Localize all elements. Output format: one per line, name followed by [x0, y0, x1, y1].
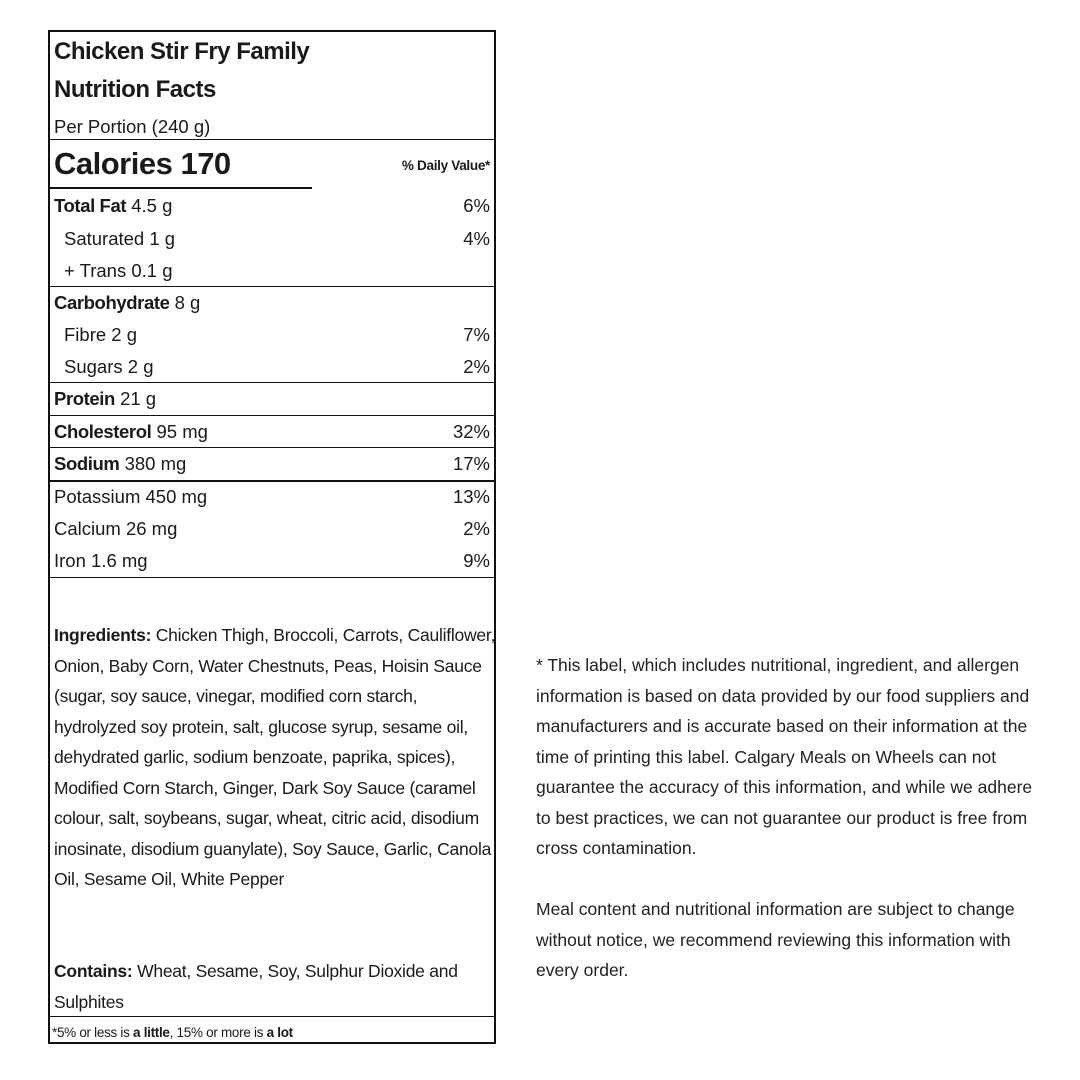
calories-rule	[50, 187, 312, 189]
contains-label: Contains:	[54, 961, 133, 981]
nutrient-dv: 17%	[452, 453, 490, 474]
nutrient-dv: 13%	[452, 486, 490, 507]
disclaimer	[536, 650, 1036, 986]
nutrient-amount: 26 mg	[125, 518, 178, 539]
nutrient-amount: 380 mg	[124, 453, 187, 474]
nutrient-name: Calcium	[54, 518, 121, 539]
divider	[50, 577, 494, 578]
nutrient-dv: 32%	[452, 421, 490, 442]
nutrient-row-fibre	[54, 324, 490, 346]
footnote-text: *5% or less is	[52, 1025, 134, 1040]
nutrient-name: Sugars	[64, 356, 123, 377]
nutrient-amount: 4.5 g	[131, 195, 173, 216]
nutrient-row-cholesterol	[54, 421, 490, 443]
nutrient-name: Saturated	[64, 228, 145, 249]
nutrient-dv: 6%	[463, 195, 490, 216]
nutrient-row-saturated	[54, 228, 490, 250]
daily-value-footnote	[52, 1025, 293, 1040]
nutrient-name: Fibre	[64, 324, 107, 345]
nutrient-name: Potassium	[54, 486, 141, 507]
nutrient-amount: 1 g	[149, 228, 176, 249]
portion-size: Per Portion (240 g)	[54, 116, 211, 137]
nutrient-name: Iron	[54, 550, 86, 571]
nutrient-dv: 2%	[463, 356, 490, 377]
ingredients-label: Ingredients:	[54, 625, 152, 645]
nutrient-amount: 95 mg	[156, 421, 208, 442]
disclaimer-paragraph: * This label, which includes nutritional, ingredient, and allergen information is based on data provided by our food suppliers and manufacturers and is accurate based on their information at the time of printing this label. Calgary Meals on Wheels can not guarantee the accuracy of this information, and while we adhere to best practices, we can not guarantee our product is free from cross contamination.	[536, 655, 1033, 858]
nutrient-name: Cholesterol	[54, 421, 152, 442]
nutrient-row-sugars	[54, 356, 490, 378]
divider	[50, 480, 494, 482]
nutrient-amount: 0.1 g	[131, 260, 173, 281]
nutrient-name: Protein	[54, 388, 115, 409]
nutrient-row-potassium	[54, 486, 490, 508]
daily-value-header: % Daily Value*	[401, 158, 490, 173]
product-title: Chicken Stir Fry Family	[54, 38, 310, 65]
divider	[50, 415, 494, 416]
divider	[50, 382, 494, 383]
nutrient-name: + Trans	[64, 260, 127, 281]
nutrient-row-sodium	[54, 453, 490, 475]
nutrient-name: Carbohydrate	[54, 292, 170, 313]
nutrient-name: Sodium	[54, 453, 120, 474]
footnote-text: , 15% or more is	[169, 1025, 267, 1040]
ingredients-text: Chicken Thigh, Broccoli, Carrots, Cauliflower, Onion, Baby Corn, Water Chestnuts, Peas, Hoisin Sauce (sugar, soy sauce, vinegar, modified corn starch, hydrolyzed soy protein, salt, glucose syrup, sesame oil, dehydrated garlic, sodium benzoate, paprika, spices), Modified Corn Starch, Ginger, Dark Soy Sauce (caramel colour, salt, soybeans, sugar, wheat, citric acid, disodium inosinate, disodium guanylate), Soy Sauce, Garlic, Canola Oil, Sesame Oil, White Pepper	[54, 625, 496, 889]
divider	[50, 447, 494, 448]
nutrient-amount: 2 g	[127, 356, 154, 377]
nutrient-amount: 450 mg	[145, 486, 208, 507]
nutrient-amount: 1.6 mg	[91, 550, 148, 571]
disclaimer-paragraph: Meal content and nutritional information are subject to change without notice, we recommend reviewing this information with every order.	[536, 899, 1015, 980]
nutrient-dv: 7%	[463, 324, 490, 345]
footnote-bold: a little	[133, 1025, 170, 1040]
nutrient-row-carbohydrate	[54, 292, 490, 314]
ingredients-block	[54, 620, 498, 895]
nutrient-amount: 2 g	[111, 324, 138, 345]
nutrient-row-protein	[54, 388, 490, 410]
nutrient-dv: 9%	[463, 550, 490, 571]
nutrient-amount: 21 g	[120, 388, 157, 409]
divider	[50, 1016, 494, 1017]
nutrient-row-trans	[54, 260, 490, 282]
nutrient-dv: 4%	[463, 228, 490, 249]
nutrient-name: Total Fat	[54, 195, 127, 216]
divider	[50, 139, 494, 140]
nutrition-label	[48, 30, 496, 1044]
nutrient-row-total-fat	[54, 195, 490, 217]
nutrient-row-calcium	[54, 518, 490, 540]
allergens-block	[54, 956, 492, 1017]
nutrient-amount: 8 g	[174, 292, 201, 313]
nutrition-facts-heading: Nutrition Facts	[54, 76, 216, 103]
nutrient-row-iron	[54, 550, 490, 572]
footnote-bold: a lot	[266, 1025, 293, 1040]
calories: Calories 170	[54, 146, 231, 181]
divider	[50, 286, 494, 287]
nutrient-dv: 2%	[463, 518, 490, 539]
contains-text: Wheat, Sesame, Soy, Sulphur Dioxide and Sulphites	[54, 961, 458, 1012]
